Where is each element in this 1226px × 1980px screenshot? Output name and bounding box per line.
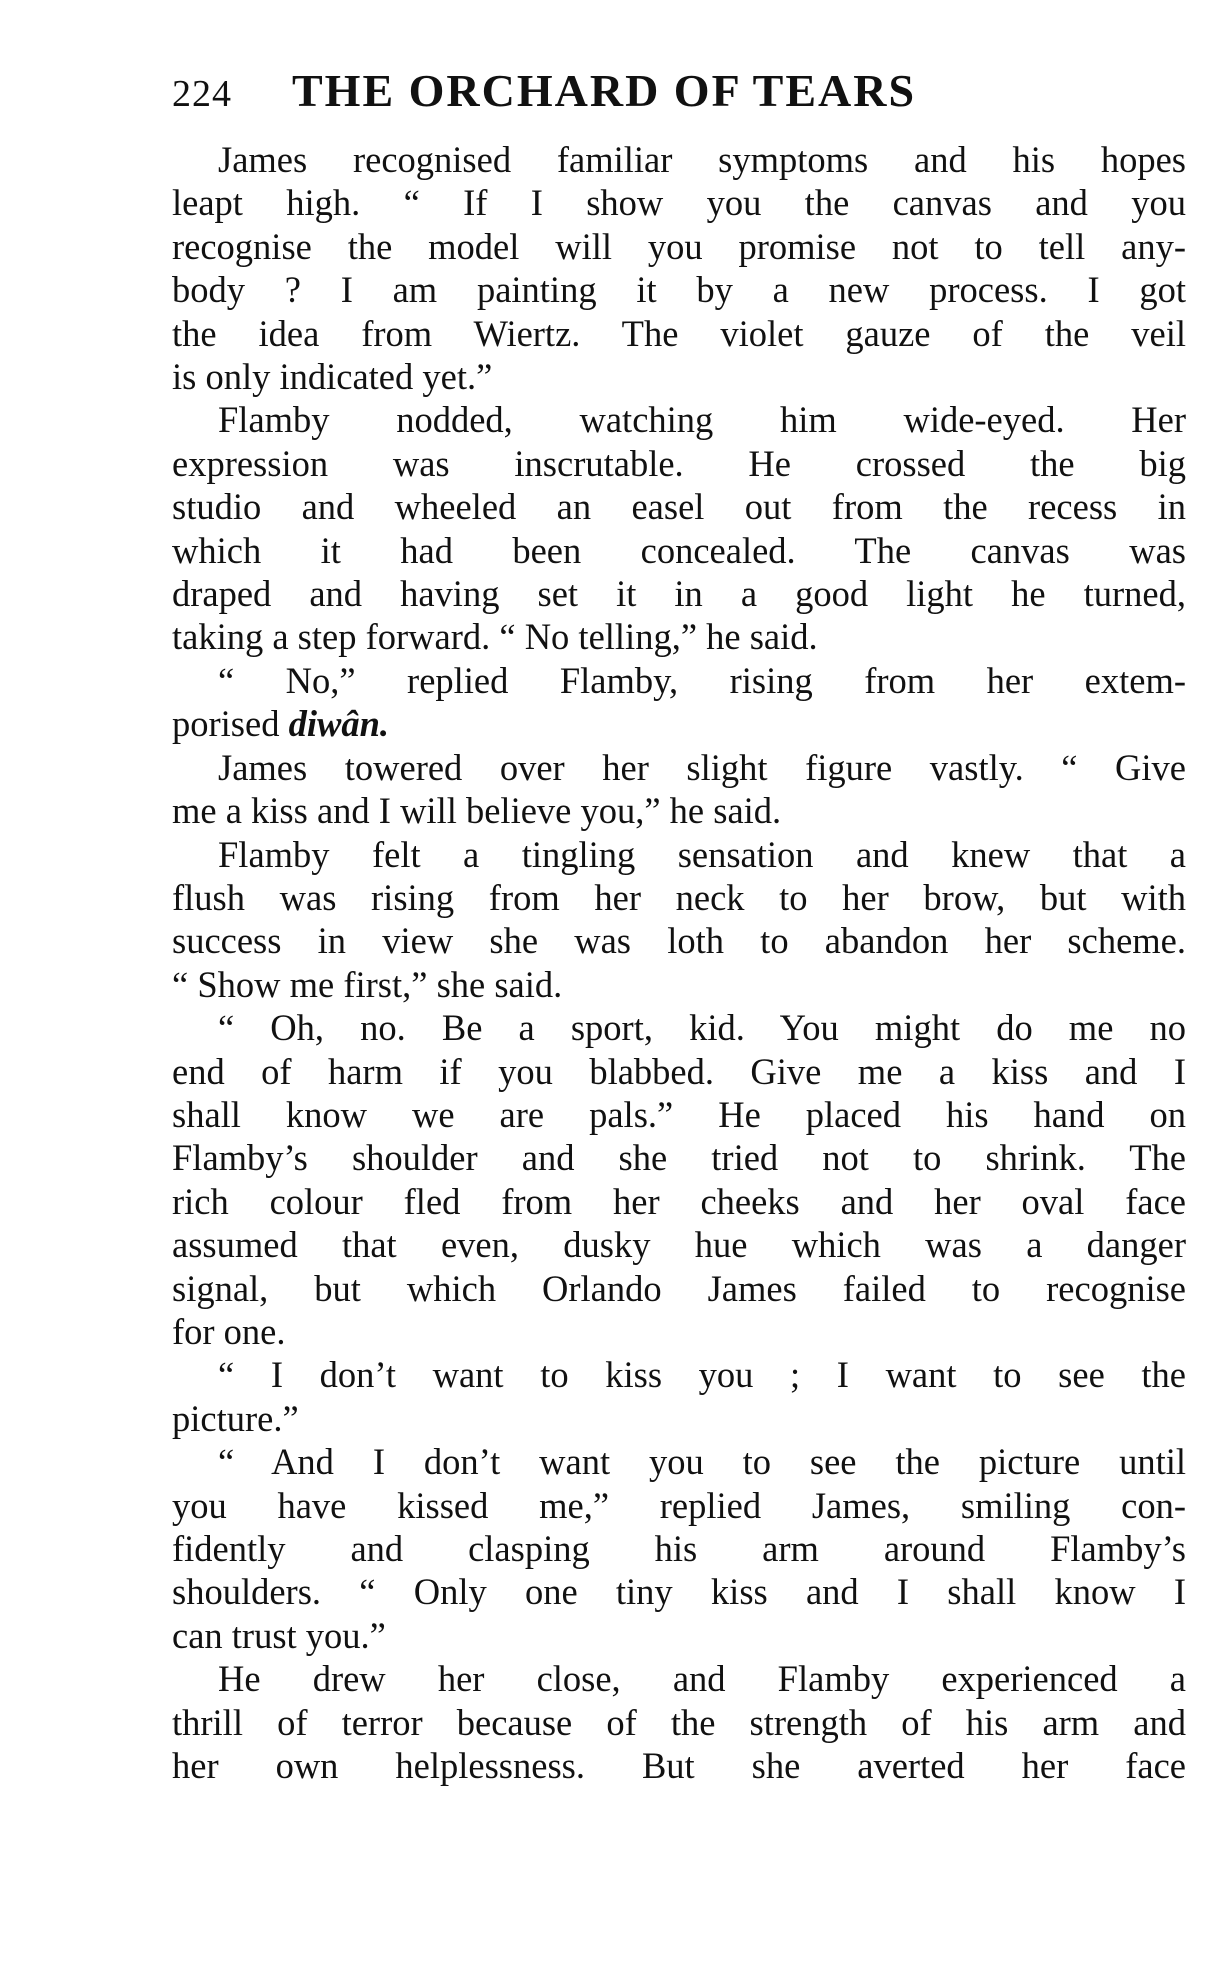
text-line: rich colour fled from her cheeks and her oval face bbox=[172, 1180, 1186, 1222]
paragraph bbox=[172, 659, 1186, 746]
paragraph bbox=[172, 1353, 1186, 1440]
text-line: “ Show me first,” she said. bbox=[172, 963, 563, 1005]
text-line: success in view she was loth to abandon her scheme. bbox=[172, 920, 1186, 962]
text-line: flush was rising from her neck to her brow, but with bbox=[172, 876, 1186, 918]
text-line: body ? I am painting it by a new process. I got bbox=[172, 269, 1186, 311]
text-line: studio and wheeled an easel out from the recess in bbox=[172, 486, 1186, 528]
text-line: leapt high. “ If I show you the canvas and you bbox=[172, 182, 1186, 224]
paragraph bbox=[172, 398, 1186, 658]
text-line: the idea from Wiertz. The violet gauze of the veil bbox=[172, 312, 1186, 354]
text-line: assumed that even, dusky hue which was a danger bbox=[172, 1224, 1186, 1266]
page-number: 224 bbox=[172, 73, 232, 115]
text-line: Flamby nodded, watching him wide-eyed. Her bbox=[218, 399, 1186, 441]
text-line: fidently and clasping his arm around Flamby’s bbox=[172, 1528, 1186, 1569]
running-head bbox=[172, 64, 1186, 134]
text-line: shall know we are pals.” He placed his hand on bbox=[172, 1093, 1186, 1135]
text-line: signal, but which Orlando James failed to recognise bbox=[172, 1267, 1186, 1309]
text-line: me a kiss and I will believe you,” he said. bbox=[172, 790, 782, 832]
paragraph bbox=[172, 746, 1186, 833]
text-line: can trust you.” bbox=[172, 1614, 386, 1656]
text-line: “ I don’t want to kiss you ; I want to see the bbox=[218, 1354, 1186, 1396]
paragraph bbox=[172, 1440, 1186, 1657]
text-line: recognise the model will you promise not to tell any- bbox=[172, 225, 1186, 267]
text-line: you have kissed me,” replied James, smiling con- bbox=[172, 1484, 1186, 1526]
paragraph bbox=[172, 1006, 1186, 1353]
text-line: her own helplessness. But she averted her face bbox=[172, 1745, 1186, 1787]
text-line: which it had been concealed. The canvas was bbox=[172, 529, 1186, 571]
paragraph bbox=[172, 138, 1186, 398]
paragraph bbox=[172, 833, 1186, 1007]
text-line: Flamby’s shoulder and she tried not to shrink. The bbox=[172, 1137, 1186, 1179]
text-line: “ Oh, no. Be a sport, kid. You might do me no bbox=[218, 1007, 1186, 1049]
italic-word: diwân. bbox=[288, 703, 389, 745]
text-fragment: porised bbox=[172, 703, 280, 745]
text-line: for one. bbox=[172, 1310, 286, 1352]
book-page bbox=[172, 64, 1186, 1787]
book-title: THE ORCHARD OF TEARS bbox=[292, 65, 917, 116]
text-line: “ No,” replied Flamby, rising from her extem- bbox=[218, 659, 1186, 701]
text-line: “ And I don’t want you to see the picture until bbox=[218, 1441, 1186, 1483]
text-line bbox=[172, 702, 1186, 745]
text-line: Flamby felt a tingling sensation and knew that a bbox=[218, 833, 1186, 875]
text-line: He drew her close, and Flamby experienced a bbox=[218, 1658, 1186, 1700]
text-line: is only indicated yet.” bbox=[172, 356, 493, 398]
text-line: James recognised familiar symptoms and his hopes bbox=[218, 139, 1186, 180]
text-line: expression was inscrutable. He crossed the big bbox=[172, 442, 1186, 484]
body-text bbox=[172, 138, 1186, 1787]
text-line: James towered over her slight figure vastly. “ Give bbox=[218, 746, 1186, 788]
text-line: draped and having set it in a good light he turned, bbox=[172, 573, 1186, 615]
text-line: thrill of terror because of the strength of his arm and bbox=[172, 1701, 1186, 1743]
text-line: taking a step forward. “ No telling,” he said. bbox=[172, 616, 818, 658]
text-line: end of harm if you blabbed. Give me a kiss and I bbox=[172, 1050, 1186, 1092]
text-line: picture.” bbox=[172, 1397, 299, 1439]
paragraph bbox=[172, 1657, 1186, 1787]
text-line: shoulders. “ Only one tiny kiss and I shall know I bbox=[172, 1571, 1186, 1613]
